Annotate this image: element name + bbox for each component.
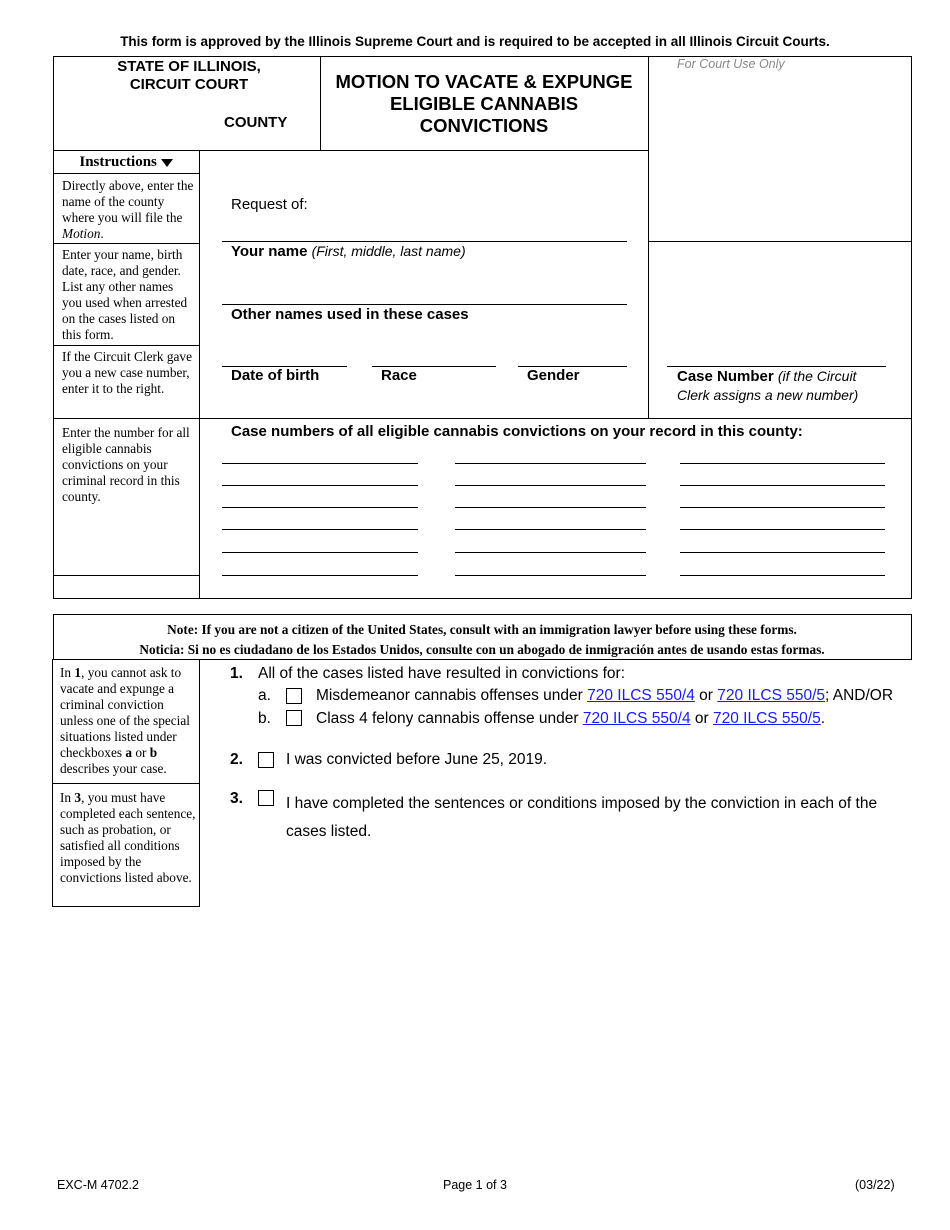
case-entry-input[interactable]: [455, 575, 646, 576]
instruction-name: Enter your name, birth date, race, and gender. List any other names you used when arrested on the cases listed on this form.: [62, 247, 188, 342]
court-heading: [60, 58, 318, 94]
other-names-input[interactable]: [222, 281, 627, 303]
county-label: COUNTY: [224, 114, 288, 131]
case-entry-input[interactable]: [222, 552, 418, 553]
case-entry-input[interactable]: [222, 575, 418, 576]
case-entry-input[interactable]: [680, 575, 885, 576]
case-entry-input[interactable]: [680, 529, 885, 530]
item-1a-checkbox[interactable]: [286, 688, 302, 704]
your-name-input[interactable]: [222, 218, 627, 240]
link-720-ilcs-550-4[interactable]: 720 ILCS 550/4: [582, 710, 691, 727]
item-1a-text: Misdemeanor cannabis offenses under 720 ILCS 550/4 or 720 ILCS 550/5; AND/OR: [316, 687, 894, 704]
item-1b-text: Class 4 felony cannabis offense under 720 ILCS 550/4 or 720 ILCS 550/5.: [316, 710, 826, 727]
your-name-label: Your name (First, middle, last name): [231, 243, 466, 260]
case-entry-input[interactable]: [222, 507, 418, 508]
other-names-label: Other names used in these cases: [231, 306, 469, 323]
case-entry-input[interactable]: [455, 529, 646, 530]
item-3-checkbox[interactable]: [258, 790, 274, 806]
instructions-header: Instructions: [53, 154, 199, 171]
state-line: STATE OF ILLINOIS,: [117, 58, 261, 75]
item-1-text: All of the cases listed have resulted in convictions for:: [258, 665, 626, 682]
link-720-ilcs-550-4[interactable]: 720 ILCS 550/4: [587, 687, 695, 704]
page-number: Page 1 of 3: [443, 1178, 507, 1192]
revision-date: (03/22): [855, 1178, 895, 1192]
dob-label: Date of birth: [231, 367, 320, 384]
link-720-ilcs-550-5[interactable]: 720 ILCS 550/5: [717, 687, 826, 704]
side-note-3: In 3, you must have completed each sentence, such as probation, or satisfied all conditions imposed by the convictions listed above.: [60, 790, 196, 885]
case-entry-input[interactable]: [455, 507, 646, 508]
item-2-number: 2.: [230, 751, 243, 768]
case-number-label: Case Number (if the Circuit Clerk assigns a new number): [677, 368, 859, 403]
item-2-text: I was convicted before June 25, 2019.: [286, 751, 548, 768]
link-720-ilcs-550-5[interactable]: 720 ILCS 550/5: [712, 710, 821, 727]
gender-label: Gender: [527, 367, 580, 384]
item-1b-label: b.: [258, 710, 271, 727]
request-of-label: Request of:: [231, 196, 308, 213]
instruction-county: Directly above, enter the name of the county where you will file the Motion.: [62, 178, 194, 241]
county-input[interactable]: [60, 112, 220, 134]
case-entry-input[interactable]: [455, 463, 646, 464]
case-entry-input[interactable]: [455, 485, 646, 486]
form-title: MOTION TO VACATE & EXPUNGE ELIGIBLE CANNABIS CONVICTIONS: [335, 71, 633, 136]
item-1b-checkbox[interactable]: [286, 710, 302, 726]
side-note-1: In 1, you cannot ask to vacate and expunge a criminal conviction unless one of the special situations listed under checkboxes a or b describes your case.: [60, 665, 190, 776]
case-entry-input[interactable]: [222, 485, 418, 486]
case-entry-input[interactable]: [680, 485, 885, 486]
case-entry-input[interactable]: [222, 529, 418, 530]
instruction-case-list: Enter the number for all eligible cannabis convictions on your criminal record in this county.: [62, 425, 190, 504]
triangle-down-icon: [161, 159, 173, 167]
case-entry-input[interactable]: [680, 507, 885, 508]
instruction-case-number: If the Circuit Clerk gave you a new case number, enter it to the right.: [62, 349, 192, 396]
court-use-label: For Court Use Only: [677, 57, 785, 71]
item-3-text: I have completed the sentences or conditions imposed by the conviction in each of the cases listed.: [286, 795, 878, 840]
approval-notice: This form is approved by the Illinois Supreme Court and is required to be accepted in all Illinois Circuit Courts.: [120, 34, 830, 49]
form-id: EXC-M 4702.2: [57, 1178, 139, 1192]
case-list-label: Case numbers of all eligible cannabis convictions on your record in this county:: [231, 423, 803, 440]
item-2-checkbox[interactable]: [258, 752, 274, 768]
case-entry-input[interactable]: [680, 552, 885, 553]
immigration-notice: Note: If you are not a citizen of the United States, consult with an immigration lawyer before using these forms. Noticia: Si no es ciudadano de los Estados Unidos, consulte con un abogado de inmigración antes de usando estas formas.: [139, 622, 825, 657]
case-entry-input[interactable]: [680, 463, 885, 464]
case-entry-input[interactable]: [455, 552, 646, 553]
case-entry-input[interactable]: [222, 463, 418, 464]
circuit-court-line: CIRCUIT COURT: [129, 76, 249, 93]
item-1a-label: a.: [258, 687, 271, 704]
race-label: Race: [381, 367, 417, 384]
item-3-number: 3.: [230, 790, 243, 807]
item-1-number: 1.: [230, 665, 243, 682]
